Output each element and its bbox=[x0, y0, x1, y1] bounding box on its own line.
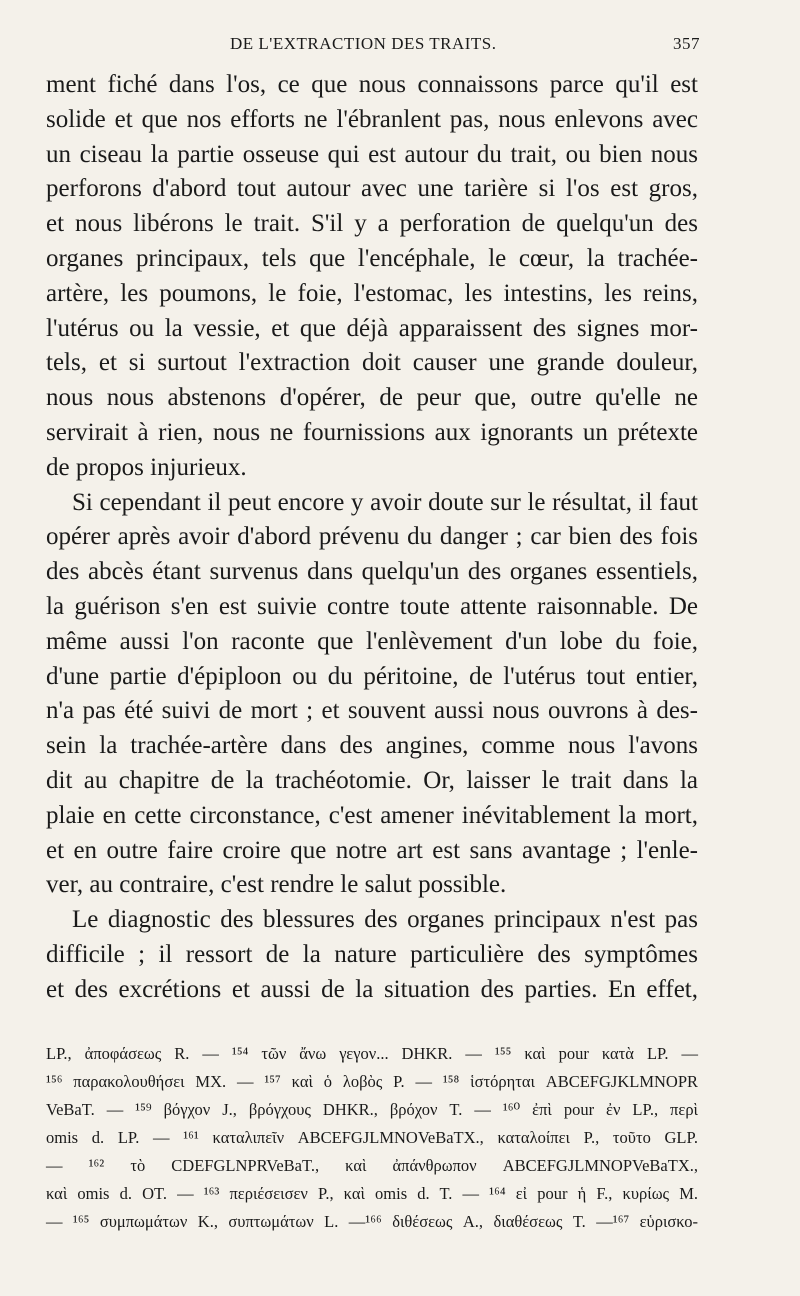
footnote-line: VeBaT. — ¹⁵⁹ βόγχον J., βρόγχους DHKR., βρόχον T. — ¹⁶⁰ ἐπὶ pour ἐν LP., περὶ bbox=[46, 1100, 698, 1119]
footnote-line: ¹⁵⁶ παρακολουθήσει MX. — ¹⁵⁷ καὶ ὁ λοβὸς P. — ¹⁵⁸ ἱστόρηται ABCEFGJKLMNOPR bbox=[46, 1072, 698, 1091]
body-line: et des excrétions et aussi de la situation des parties. En effet, bbox=[46, 975, 698, 1003]
footnotes bbox=[46, 1040, 698, 1236]
body-line: tels, et si surtout l'extraction doit causer une grande douleur, bbox=[46, 349, 698, 377]
footnote-line: — ¹⁶² τὸ CDEFGLNPRVeBaT., καὶ ἀπάνθρωπον ABCEFGJLMNOPVeBaTX., bbox=[46, 1156, 698, 1175]
body-line: l'utérus ou la vessie, et que déjà apparaissent des signes mor- bbox=[46, 314, 698, 342]
body-line: un ciseau la partie osseuse qui est autour du trait, ou bien nous bbox=[46, 140, 698, 168]
body-line: servirait à rien, nous ne fournissions aux ignorants un prétexte bbox=[46, 418, 698, 446]
body-line: opérer après avoir d'abord prévenu du danger ; car bien des fois bbox=[46, 523, 698, 551]
page-number: 357 bbox=[673, 34, 700, 53]
footnote-line: — ¹⁶⁵ συμπωμάτων K., συπτωμάτων L. —¹⁶⁶ διθέσεως A., διαθέσεως T. —¹⁶⁷ εὑρισκο- bbox=[46, 1212, 698, 1231]
body-line: solide et que nos efforts ne l'ébranlent pas, nous enlevons avec bbox=[46, 105, 698, 133]
body-text bbox=[46, 68, 698, 1008]
body-line: nous nous abstenons d'opérer, de peur que, outre qu'elle ne bbox=[46, 384, 698, 412]
page-header bbox=[46, 34, 700, 62]
footnote-line: omis d. LP. — ¹⁶¹ καταλιπεῖν ABCEFGJLMNOVeBaTX., καταλοίπει P., τοῦτο GLP. bbox=[46, 1128, 698, 1147]
body-line: artère, les poumons, le foie, l'estomac, les intestins, les reins, bbox=[46, 279, 698, 307]
body-line: sein la trachée-artère dans des angines, comme nous l'avons bbox=[46, 732, 698, 760]
footnote-line: καὶ omis d. OT. — ¹⁶³ περιέσεισεν P., καὶ omis d. T. — ¹⁶⁴ εἰ pour ἡ F., κυρίως M. bbox=[46, 1184, 698, 1203]
footnote-line: LP., ἀποφάσεως R. — ¹⁵⁴ τῶν ἄνω γεγον... DHKR. — ¹⁵⁵ καὶ pour κατὰ LP. — bbox=[46, 1044, 698, 1063]
body-line: ment fiché dans l'os, ce que nous connaissons parce qu'il est bbox=[46, 71, 698, 98]
body-line: et nous libérons le trait. S'il y a perforation de quelqu'un des bbox=[46, 210, 698, 238]
body-line: ver, au contraire, c'est rendre le salut possible. bbox=[46, 871, 507, 899]
body-line: de propos injurieux. bbox=[46, 453, 247, 481]
body-line: la guérison s'en est suivie contre toute attente raisonnable. De bbox=[46, 592, 698, 620]
body-line: organes principaux, tels que l'encéphale, le cœur, la trachée- bbox=[46, 244, 698, 272]
running-title: DE L'EXTRACTION DES TRAITS. bbox=[230, 34, 497, 53]
body-line: plaie en cette circonstance, c'est amener inévitablement la mort, bbox=[46, 801, 698, 829]
body-line: des abcès étant survenus dans quelqu'un des organes essentiels, bbox=[46, 558, 698, 586]
body-line: et en outre faire croire que notre art est sans avantage ; l'enle- bbox=[46, 836, 698, 864]
body-line: même aussi l'on raconte que l'enlèvement d'un lobe du foie, bbox=[46, 627, 698, 655]
body-line: perforons d'abord tout autour avec une tarière si l'os est gros, bbox=[46, 175, 698, 203]
body-line: Si cependant il peut encore y avoir doute sur le résultat, il faut bbox=[72, 488, 698, 516]
body-line: difficile ; il ressort de la nature particulière des symptômes bbox=[46, 940, 698, 968]
body-line: n'a pas été suivi de mort ; et souvent aussi nous ouvrons à des- bbox=[46, 697, 698, 725]
body-line: d'une partie d'épiploon ou du péritoine, de l'utérus tout entier, bbox=[46, 662, 698, 690]
body-line: Le diagnostic des blessures des organes principaux n'est pas bbox=[72, 906, 698, 934]
body-line: dit au chapitre de la trachéotomie. Or, laisser le trait dans la bbox=[46, 766, 698, 794]
